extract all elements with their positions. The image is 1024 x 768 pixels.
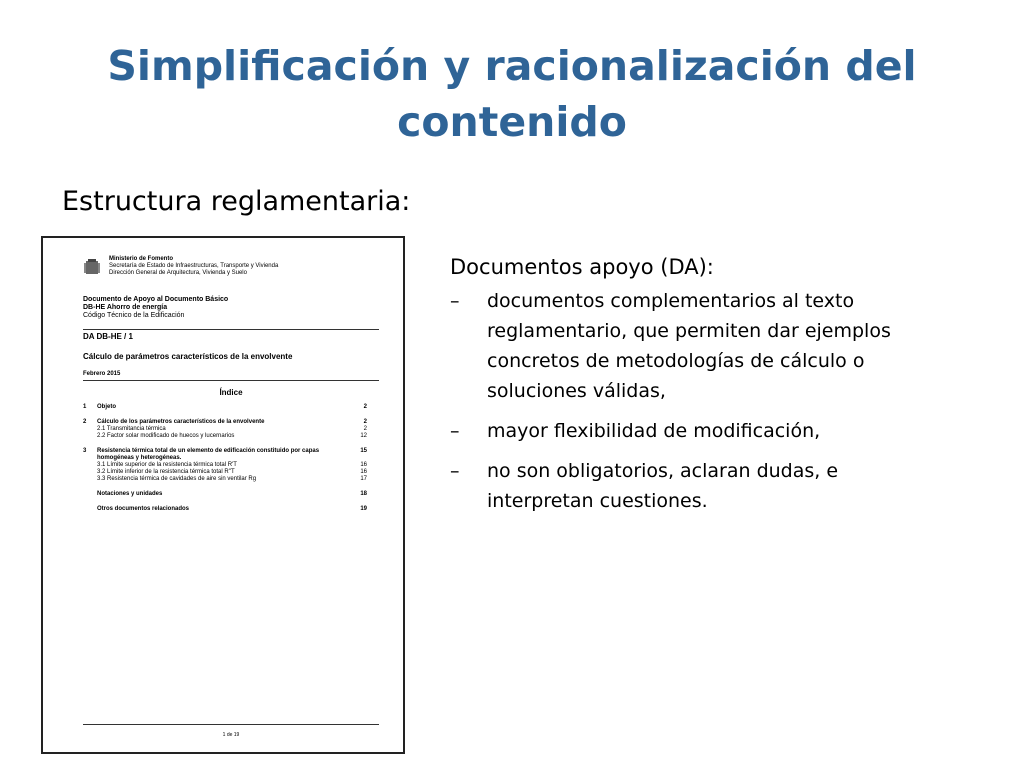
- toc-number: [83, 476, 97, 483]
- toc-number: [83, 491, 97, 498]
- table-of-contents: [83, 404, 367, 513]
- divider: [83, 380, 379, 381]
- toc-row: [83, 404, 367, 411]
- dash-bullet: –: [450, 290, 460, 312]
- toc-number: [83, 426, 97, 433]
- secretariat-name: Secretaría de Estado de Infraestructuras, Transporte y Vivienda: [109, 263, 279, 269]
- toc-page: 16: [360, 469, 367, 475]
- toc-text: Cálculo de los parámetros característicos de la envolvente: [97, 419, 265, 425]
- toc-number: [83, 433, 97, 440]
- slide-title: Simplificación y racionalización del contenido: [107, 42, 917, 146]
- toc-text: 2.2 Factor solar modificado de huecos y lucernarios: [97, 433, 235, 439]
- document-thumbnail: [41, 236, 405, 754]
- toc-page: 15: [360, 448, 367, 454]
- index-title: Índice: [219, 388, 243, 397]
- support-item: [450, 286, 947, 406]
- divider: [83, 329, 379, 330]
- toc-page: 2: [363, 426, 367, 432]
- document-code: DA DB-HE / 1: [83, 332, 133, 341]
- support-item: [450, 416, 947, 446]
- toc-page: 19: [360, 506, 367, 512]
- toc-text: Otros documentos relacionados: [97, 506, 190, 512]
- toc-row: [83, 469, 367, 476]
- dash-bullet: –: [450, 460, 460, 482]
- toc-row: [83, 419, 367, 426]
- toc-page: 2: [363, 419, 367, 425]
- toc-page: 16: [360, 462, 367, 468]
- directorate-name: Dirección General de Arquitectura, Vivienda y Suelo: [109, 270, 247, 276]
- toc-text: Objeto: [97, 404, 116, 410]
- toc-number: 1: [83, 404, 87, 410]
- toc-row: [83, 433, 367, 440]
- toc-row: [83, 476, 367, 483]
- toc-number: 2: [83, 419, 87, 425]
- toc-text: Notaciones y unidades: [97, 491, 163, 497]
- toc-number: [83, 462, 97, 469]
- support-item-text: mayor flexibilidad de modificación,: [487, 420, 821, 442]
- toc-row: [83, 506, 367, 513]
- toc-page: 2: [363, 404, 367, 410]
- slide-subtitle: Estructura reglamentaria:: [62, 186, 411, 217]
- toc-number: [83, 469, 97, 476]
- footer-divider: [83, 724, 379, 725]
- support-item-text: no son obligatorios, aclaran dudas, e interpretan cuestiones.: [487, 460, 839, 512]
- toc-page: 12: [360, 433, 367, 439]
- toc-page: 17: [360, 476, 367, 482]
- toc-text: 3.2 Límite inferior de la resistencia térmica total R''T: [97, 469, 235, 475]
- coat-of-arms-icon: [83, 258, 101, 276]
- toc-row: [83, 462, 367, 469]
- toc-number: [83, 506, 97, 513]
- toc-row: [83, 426, 367, 433]
- ministry-name: Ministerio de Fomento: [109, 256, 174, 262]
- support-item: [450, 456, 947, 516]
- support-list: [450, 286, 950, 516]
- toc-page: 18: [360, 491, 367, 497]
- document-type: Documento de Apoyo al Documento Básico DB-HE Ahorro de energía Código Técnico de la Edificación: [83, 296, 229, 319]
- support-heading: Documentos apoyo (DA):: [450, 255, 714, 279]
- support-documents: [450, 252, 950, 526]
- toc-number: 3: [83, 448, 87, 454]
- toc-text: Resistencia térmica total de un elemento de edificación constituido por capas homogéneas y heterogéneas.: [97, 448, 320, 461]
- toc-row: [83, 448, 367, 462]
- toc-text: 3.3 Resistencia térmica de cavidades de aire sin ventilar Rg: [97, 476, 257, 482]
- page-footer: 1 de 19: [222, 732, 240, 738]
- toc-text: 2.1 Transmitancia térmica: [97, 426, 166, 432]
- dash-bullet: –: [450, 420, 460, 442]
- support-item-text: documentos complementarios al texto reglamentario, que permiten dar ejemplos concretos de metodologías de cálculo o soluciones válidas,: [487, 290, 891, 402]
- toc-row: [83, 491, 367, 498]
- document-name: Cálculo de parámetros característicos de la envolvente: [83, 352, 293, 361]
- document-date: Febrero 2015: [83, 371, 121, 377]
- toc-text: 3.1 Límite superior de la resistencia térmica total R'T: [97, 462, 237, 468]
